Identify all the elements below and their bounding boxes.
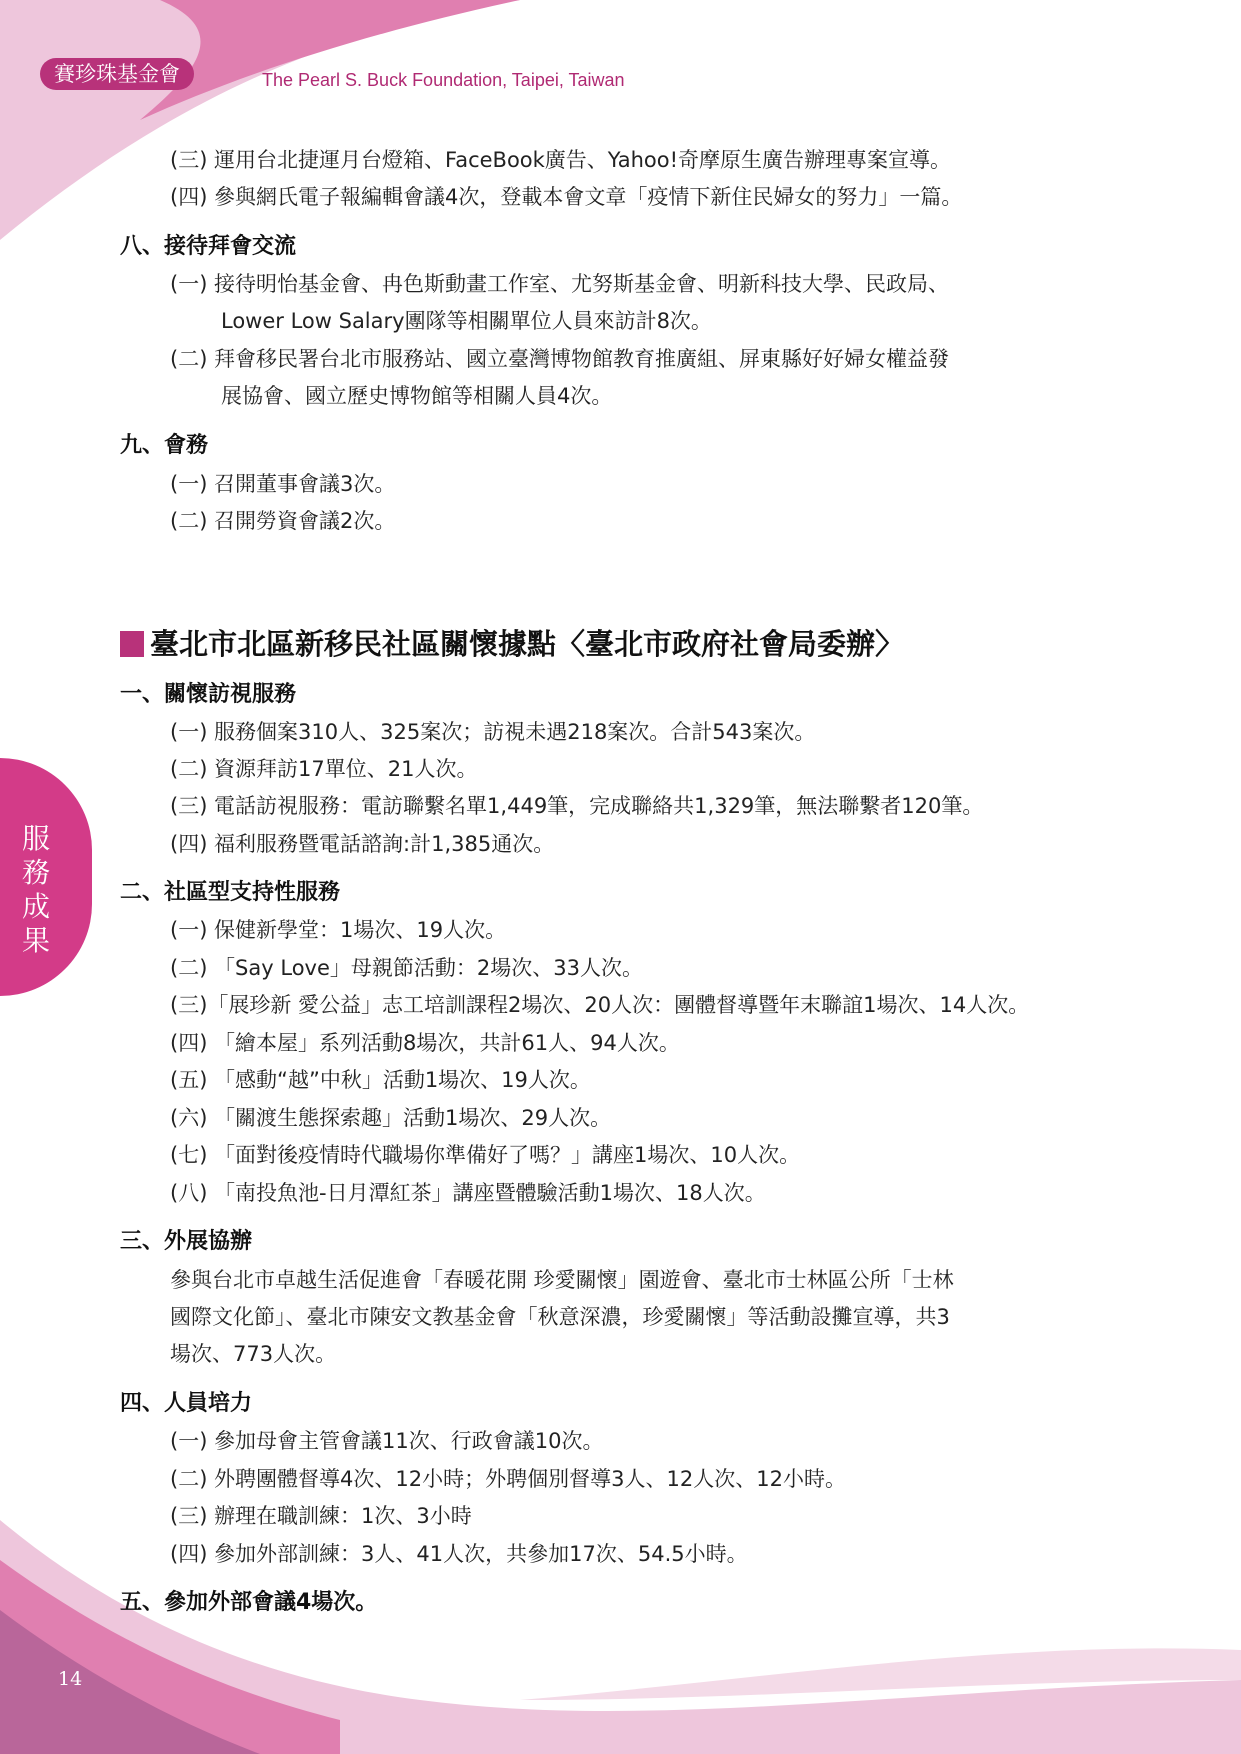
header-badge: 賽珍珠基金會 [40,58,194,90]
list-item: (四) 參與網氏電子報編輯會議4次，登載本會文章「疫情下新住民婦女的努力」一篇。 [170,185,963,209]
list-item: (三) 辦理在職訓練：1次、3小時 [170,1504,472,1528]
section-heading: 五、參加外部會議4場次。 [120,1590,378,1615]
list-item: (八) 「南投魚池-日月潭紅茶」講座暨體驗活動1場次、18人次。 [170,1181,766,1205]
list-item: (三) 運用台北捷運月台燈箱、FaceBook廣告、Yahoo!奇摩原生廣告辦理專案宣導。 [170,148,952,172]
list-item: (二) 「Say Love」母親節活動：2場次、33人次。 [170,956,643,980]
header-org-name: The Pearl S. Buck Foundation, Taipei, Taiwan [262,70,625,90]
section-heading: 九、會務 [120,433,209,458]
paragraph-line: 場次、773人次。 [170,1342,337,1366]
list-item-continuation: Lower Low Salary團隊等相關單位人員來訪計8次。 [221,309,712,333]
list-item: (一) 保健新學堂：1場次、19人次。 [170,918,507,942]
list-item: (四) 「繪本屋」系列活動8場次，共計61人、94人次。 [170,1031,680,1055]
list-item: (一) 召開董事會議3次。 [170,472,396,496]
list-item: (二) 資源拜訪17單位、21人次。 [170,757,478,781]
section-heading: 二、社區型支持性服務 [120,880,341,905]
section-heading: 四、人員培力 [120,1391,253,1416]
list-item: (一) 接待明怡基金會、冉色斯動畫工作室、尤努斯基金會、明新科技大學、民政局、 [170,272,950,296]
list-item: (一) 參加母會主管會議11次、行政會議10次。 [170,1429,604,1453]
list-item: (六) 「關渡生態探索趣」活動1場次、29人次。 [170,1106,612,1130]
title-square-icon [120,631,144,657]
main-section-title: 臺北市北區新移民社區關懷據點〈臺北市政府社會局委辦〉 [120,624,904,664]
list-item: (三)「展珍新 愛公益」志工培訓課程2場次、20人次：團體督導暨年末聯誼1場次、14人次。 [170,993,1030,1017]
list-item-continuation: 展協會、國立歷史博物館等相關人員4次。 [221,384,613,408]
page-number: 14 [58,1668,83,1690]
list-item: (二) 外聘團體督導4次、12小時；外聘個別督導3人、12人次、12小時。 [170,1467,846,1491]
paragraph-line: 參與台北市卓越生活促進會「春暖花開 珍愛關懷」園遊會、臺北市士林區公所「士林 [170,1268,954,1292]
section-heading: 一、關懷訪視服務 [120,682,297,707]
list-item: (五) 「感動“越”中秋」活動1場次、19人次。 [170,1068,591,1092]
side-tab-label: 服 務 成 果 [21,822,50,957]
list-item: (一) 服務個案310人、325案次；訪視未遇218案次。合計543案次。 [170,720,816,744]
list-item: (三) 電話訪視服務：電訪聯繫名單1,449筆，完成聯絡共1,329筆，無法聯繫者120筆。 [170,794,984,818]
list-item: (七) 「面對後疫情時代職場你準備好了嗎？」講座1場次、10人次。 [170,1143,801,1167]
section-heading: 八、接待拜會交流 [120,234,297,259]
list-item: (四) 參加外部訓練：3人、41人次，共參加17次、54.5小時。 [170,1542,748,1566]
paragraph-line: 國際文化節」、臺北市陳安文教基金會「秋意深濃，珍愛關懷」等活動設攤宣導，共3 [170,1305,950,1329]
list-item: (二) 拜會移民署台北市服務站、國立臺灣博物館教育推廣組、屏東縣好好婦女權益發 [170,347,950,371]
section-heading: 三、外展協辦 [120,1229,253,1254]
list-item: (二) 召開勞資會議2次。 [170,509,396,533]
list-item: (四) 福利服務暨電話諮詢:計1,385通次。 [170,832,555,856]
